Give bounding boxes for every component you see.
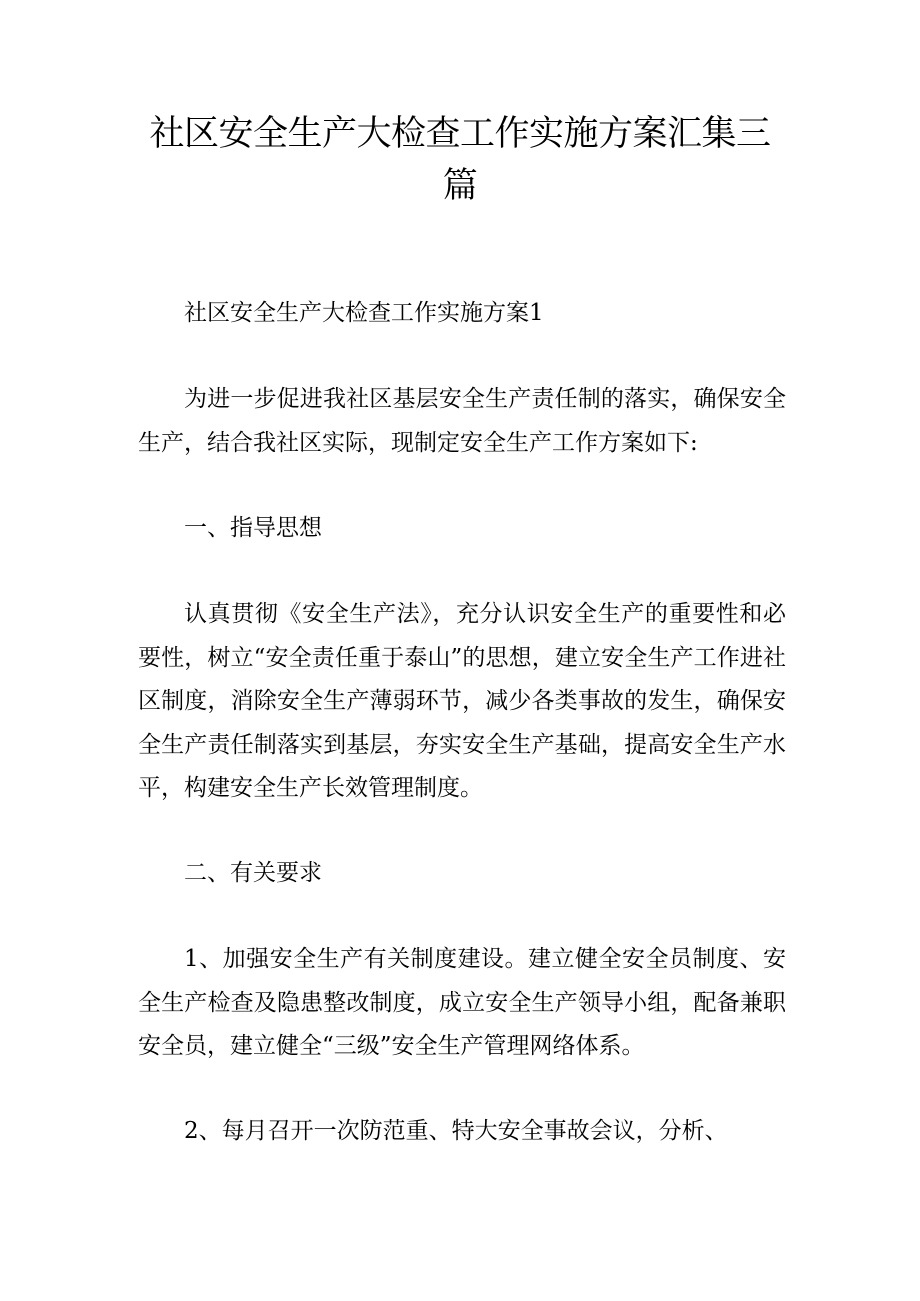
section-heading-requirements: 二、有关要求 (184, 860, 322, 886)
section-heading-guiding-ideology: 一、指导思想 (184, 515, 322, 541)
requirement-item-1: 1、加强安全生产有关制度建设。建立健全安全员制度、安全生产检查及隐患整改制度，成立安全生产领导小组，配备兼职安全员，建立健全“三级”安全生产管理网络体系。 (138, 946, 786, 1059)
requirement-item-2: 2、每月召开一次防范重、特大安全事故会议，分析、 (184, 1118, 728, 1144)
intro-paragraph: 为进一步促进我社区基层安全生产责任制的落实，确保安全生产，结合我社区实际，现制定安全生产工作方案如下: (138, 386, 786, 456)
guiding-ideology-paragraph: 认真贯彻《安全生产法》，充分认识安全生产的重要性和必要性，树立“安全责任重于泰山”的思想，建立安全生产工作进社区制度，消除安全生产薄弱环节，减少各类事故的发生，确保安全生产责任制落实到基层，夯实安全生产基础，提高安全生产水平，构建安全生产长效管理制度。 (138, 601, 786, 801)
section-subtitle: 社区安全生产大检查工作实施方案1 (184, 300, 544, 326)
document-title: 社区安全生产大检查工作实施方案汇集三篇 (149, 114, 771, 206)
